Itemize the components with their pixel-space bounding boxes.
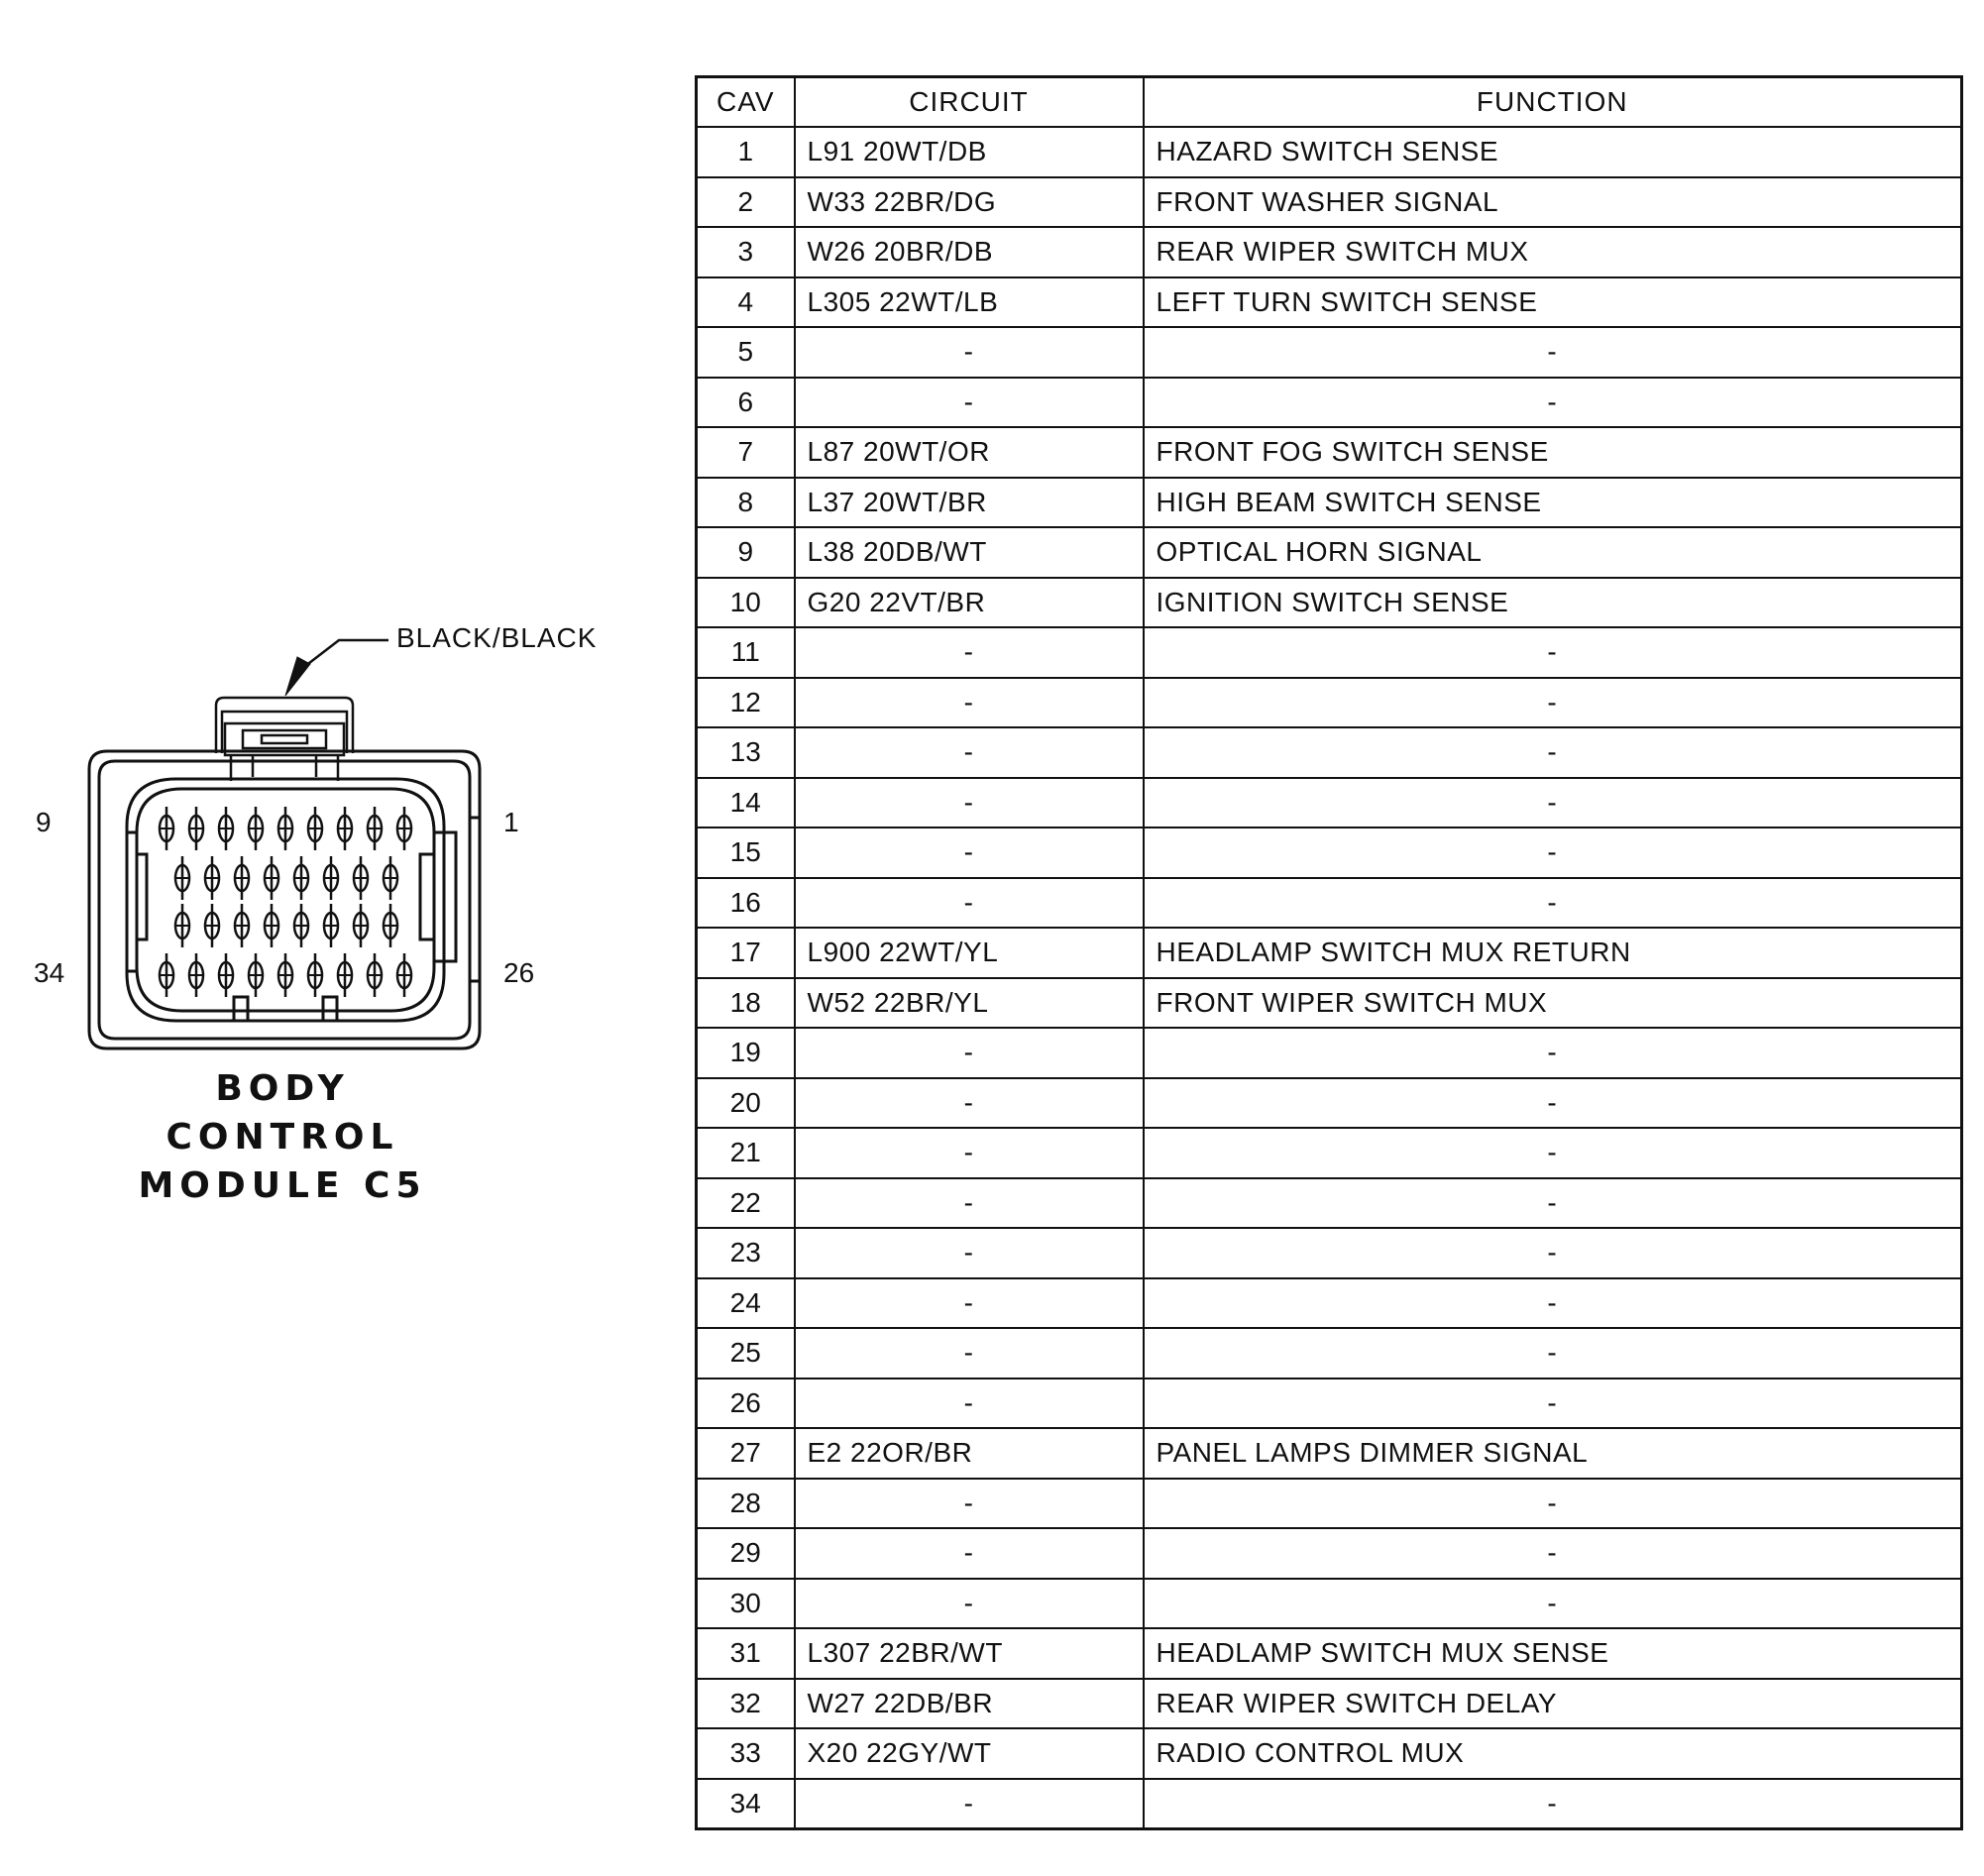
table-row [697, 177, 1962, 228]
table-row [697, 1479, 1962, 1529]
cell-function: REAR WIPER SWITCH MUX [1144, 227, 1962, 277]
terminal-pin [278, 807, 292, 850]
cell-circuit: E2 22OR/BR [795, 1428, 1144, 1479]
terminal-pin [384, 856, 397, 900]
header-circuit: CIRCUIT [795, 77, 1144, 128]
cell-function: - [1144, 1028, 1962, 1078]
pinout-body [697, 127, 1962, 1828]
table-row [697, 427, 1962, 478]
header-cav: CAV [697, 77, 795, 128]
cell-cav: 19 [697, 1028, 795, 1078]
cell-function: FRONT WIPER SWITCH MUX [1144, 978, 1962, 1029]
cell-circuit: - [795, 1278, 1144, 1329]
table-row [697, 678, 1962, 728]
table-row [697, 277, 1962, 328]
terminal-pin [397, 953, 411, 997]
table-row [697, 1679, 1962, 1729]
table-row [697, 1728, 1962, 1779]
table-row [697, 578, 1962, 628]
cell-function: FRONT WASHER SIGNAL [1144, 177, 1962, 228]
cell-circuit: - [795, 1528, 1144, 1579]
cell-circuit: - [795, 828, 1144, 878]
cell-circuit: L38 20DB/WT [795, 527, 1144, 578]
cell-cav: 2 [697, 177, 795, 228]
table-row [697, 227, 1962, 277]
cell-circuit: X20 22GY/WT [795, 1728, 1144, 1779]
table-row [697, 1228, 1962, 1278]
terminal-pin [324, 856, 338, 900]
cell-cav: 24 [697, 1278, 795, 1329]
cell-circuit: W27 22DB/BR [795, 1679, 1144, 1729]
pin-label-bottom-left: 34 [34, 957, 65, 988]
terminal-pin [235, 856, 249, 900]
terminal-pin [249, 807, 263, 850]
terminal-pin [384, 904, 397, 947]
cell-circuit: - [795, 778, 1144, 828]
cell-circuit: L305 22WT/LB [795, 277, 1144, 328]
cell-function: - [1144, 878, 1962, 929]
cell-circuit: L900 22WT/YL [795, 928, 1144, 978]
table-row [697, 1028, 1962, 1078]
terminal-pin [175, 856, 189, 900]
pin-label-top-right: 1 [503, 807, 519, 837]
cell-circuit: W33 22BR/DG [795, 177, 1144, 228]
cell-circuit: L307 22BR/WT [795, 1628, 1144, 1679]
cell-circuit: - [795, 1228, 1144, 1278]
cell-circuit: - [795, 1128, 1144, 1178]
cell-circuit: - [795, 1379, 1144, 1429]
pin-label-bottom-right: 26 [503, 957, 535, 988]
cell-function: - [1144, 1779, 1962, 1829]
cell-cav: 34 [697, 1779, 795, 1829]
table-row [697, 1128, 1962, 1178]
cell-cav: 25 [697, 1328, 795, 1379]
cell-cav: 31 [697, 1628, 795, 1679]
cell-circuit: - [795, 327, 1144, 378]
cell-function: - [1144, 327, 1962, 378]
table-row [697, 627, 1962, 678]
cell-cav: 12 [697, 678, 795, 728]
table-row [697, 1579, 1962, 1629]
terminal-pin [265, 904, 278, 947]
table-header-row [697, 77, 1962, 128]
cell-cav: 28 [697, 1479, 795, 1529]
cell-cav: 17 [697, 928, 795, 978]
table-row [697, 1178, 1962, 1229]
leader-arrow [285, 640, 388, 696]
cell-function: HEADLAMP SWITCH MUX SENSE [1144, 1628, 1962, 1679]
table-row [697, 978, 1962, 1029]
cell-cav: 15 [697, 828, 795, 878]
terminal-pin [354, 904, 368, 947]
terminal-pin [368, 807, 382, 850]
terminal-pin [338, 807, 352, 850]
cell-function: - [1144, 1528, 1962, 1579]
table-row [697, 378, 1962, 428]
connector-color-label: BLACK/BLACK [396, 622, 598, 653]
cell-circuit: - [795, 1178, 1144, 1229]
terminal-pin [397, 807, 411, 850]
cell-function: - [1144, 828, 1962, 878]
cell-cav: 11 [697, 627, 795, 678]
terminal-pin [235, 904, 249, 947]
header-function: FUNCTION [1144, 77, 1962, 128]
terminal-pin [205, 904, 219, 947]
cell-cav: 8 [697, 478, 795, 528]
terminal-pin [324, 904, 338, 947]
cell-cav: 10 [697, 578, 795, 628]
cell-cav: 21 [697, 1128, 795, 1178]
table-row [697, 828, 1962, 878]
terminal-pin [265, 856, 278, 900]
terminal-pin [249, 953, 263, 997]
table-row [697, 1428, 1962, 1479]
cell-function: PANEL LAMPS DIMMER SIGNAL [1144, 1428, 1962, 1479]
table-row [697, 327, 1962, 378]
cell-circuit: - [795, 1579, 1144, 1629]
cell-cav: 16 [697, 878, 795, 929]
cell-function: - [1144, 778, 1962, 828]
pin-label-top-left: 9 [36, 807, 52, 837]
terminal-pin [160, 953, 173, 997]
cell-circuit: - [795, 678, 1144, 728]
table-row [697, 1528, 1962, 1579]
terminal-pin [308, 807, 322, 850]
cell-function: - [1144, 678, 1962, 728]
table-row [697, 478, 1962, 528]
cell-function: HIGH BEAM SWITCH SENSE [1144, 478, 1962, 528]
cell-function: - [1144, 1078, 1962, 1129]
cell-function: HAZARD SWITCH SENSE [1144, 127, 1962, 177]
cell-circuit: - [795, 727, 1144, 778]
table-row [697, 778, 1962, 828]
cell-function: - [1144, 1579, 1962, 1629]
cell-function: RADIO CONTROL MUX [1144, 1728, 1962, 1779]
terminal-pin [278, 953, 292, 997]
terminal-pin [219, 953, 233, 997]
cell-cav: 3 [697, 227, 795, 277]
terminal-pin [160, 807, 173, 850]
cell-cav: 30 [697, 1579, 795, 1629]
cell-circuit: W26 20BR/DB [795, 227, 1144, 277]
cell-circuit: - [795, 1028, 1144, 1078]
cell-cav: 5 [697, 327, 795, 378]
cell-function: - [1144, 1278, 1962, 1329]
table-row [697, 127, 1962, 177]
cell-cav: 18 [697, 978, 795, 1029]
cell-circuit: L91 20WT/DB [795, 127, 1144, 177]
module-title-line: BODY [215, 1068, 350, 1109]
cell-cav: 26 [697, 1379, 795, 1429]
terminal-pin [294, 904, 308, 947]
cell-function: - [1144, 627, 1962, 678]
table-row [697, 1278, 1962, 1329]
cell-function: LEFT TURN SWITCH SENSE [1144, 277, 1962, 328]
cell-circuit: - [795, 1779, 1144, 1829]
terminal-pin [354, 856, 368, 900]
table-row [697, 1078, 1962, 1129]
terminal-pin [189, 953, 203, 997]
cell-cav: 33 [697, 1728, 795, 1779]
cell-cav: 29 [697, 1528, 795, 1579]
cell-circuit: W52 22BR/YL [795, 978, 1144, 1029]
table-row [697, 928, 1962, 978]
connector-figure [0, 0, 674, 1288]
cell-circuit: - [795, 1328, 1144, 1379]
terminal-pin [294, 856, 308, 900]
terminal-pin [308, 953, 322, 997]
cell-function: - [1144, 1128, 1962, 1178]
cell-circuit: - [795, 627, 1144, 678]
table-row [697, 527, 1962, 578]
cell-cav: 32 [697, 1679, 795, 1729]
cell-function: - [1144, 1379, 1962, 1429]
cell-circuit: - [795, 1479, 1144, 1529]
cell-function: - [1144, 1228, 1962, 1278]
cell-cav: 9 [697, 527, 795, 578]
terminal-pins [160, 807, 411, 997]
cell-function: IGNITION SWITCH SENSE [1144, 578, 1962, 628]
cell-function: - [1144, 1178, 1962, 1229]
terminal-pin [219, 807, 233, 850]
connector-latch [216, 698, 353, 781]
cell-function: - [1144, 1479, 1962, 1529]
terminal-pin [338, 953, 352, 997]
cell-cav: 13 [697, 727, 795, 778]
cell-function: OPTICAL HORN SIGNAL [1144, 527, 1962, 578]
module-title [89, 1064, 476, 1210]
table-row [697, 727, 1962, 778]
connector-housing [89, 751, 480, 1048]
cell-function: - [1144, 727, 1962, 778]
cell-cav: 4 [697, 277, 795, 328]
cell-function: - [1144, 378, 1962, 428]
cell-circuit: - [795, 378, 1144, 428]
cell-cav: 27 [697, 1428, 795, 1479]
table-row [697, 878, 1962, 929]
cell-cav: 20 [697, 1078, 795, 1129]
module-title-line: MODULE C5 [138, 1165, 427, 1206]
terminal-pin [368, 953, 382, 997]
cell-cav: 22 [697, 1178, 795, 1229]
pinout-table [695, 75, 1963, 1830]
terminal-pin [189, 807, 203, 850]
module-title-line: CONTROL [165, 1117, 399, 1158]
terminal-pin [175, 904, 189, 947]
table-row [697, 1779, 1962, 1829]
table-row [697, 1328, 1962, 1379]
cell-function: REAR WIPER SWITCH DELAY [1144, 1679, 1962, 1729]
table-row [697, 1379, 1962, 1429]
cell-function: FRONT FOG SWITCH SENSE [1144, 427, 1962, 478]
cell-function: - [1144, 1328, 1962, 1379]
cell-circuit: - [795, 878, 1144, 929]
terminal-pin [205, 856, 219, 900]
cell-function: HEADLAMP SWITCH MUX RETURN [1144, 928, 1962, 978]
cell-circuit: L37 20WT/BR [795, 478, 1144, 528]
cell-cav: 6 [697, 378, 795, 428]
cell-circuit: - [795, 1078, 1144, 1129]
cell-cav: 14 [697, 778, 795, 828]
cell-cav: 1 [697, 127, 795, 177]
cell-circuit: G20 22VT/BR [795, 578, 1144, 628]
cell-circuit: L87 20WT/OR [795, 427, 1144, 478]
cell-cav: 7 [697, 427, 795, 478]
table-row [697, 1628, 1962, 1679]
cell-cav: 23 [697, 1228, 795, 1278]
